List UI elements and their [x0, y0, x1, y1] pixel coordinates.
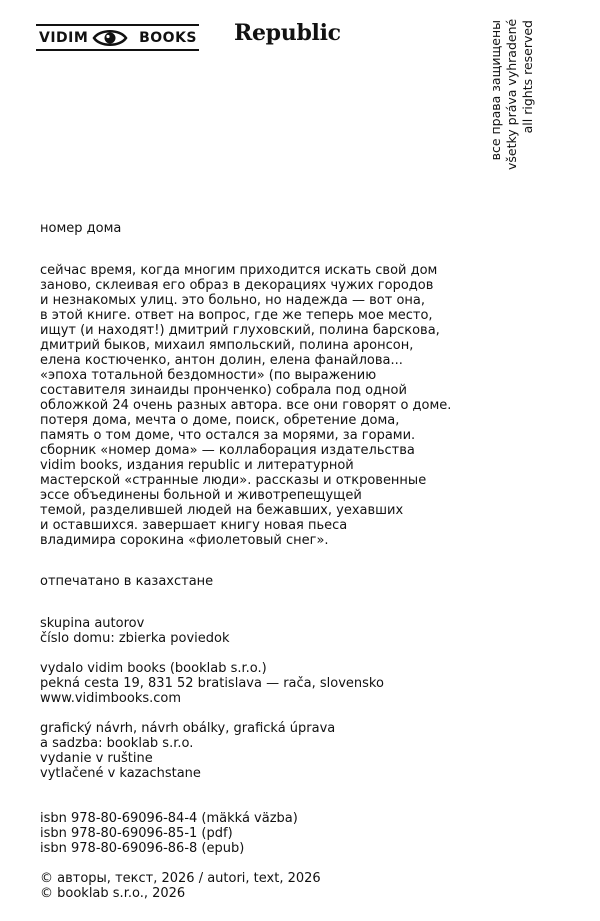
description-line: и незнакомых улиц. это больно, но надежда — вот она,	[40, 293, 426, 308]
description-line: и оставшихся. завершает книгу новая пьеса	[40, 518, 348, 533]
imprint-authors-line: skupina autorov	[40, 616, 145, 631]
rights-line-en: all rights reserved	[520, 20, 535, 134]
imprint-authors-line: číslo domu: zbierka poviedok	[40, 631, 230, 646]
description-line: составителя зинаиды пронченко) собрала под одной	[40, 383, 407, 398]
description-line: владимира сорокина «фиолетовый снег».	[40, 533, 329, 548]
imprint-block	[40, 616, 384, 901]
description-line: обложкой 24 очень разных автора. все они говорят о доме.	[40, 398, 452, 413]
book-title: номер дома	[40, 221, 122, 236]
eye-icon	[92, 27, 128, 49]
description-line: vidim books, издания republic и литературной	[40, 458, 354, 473]
vidim-logo-word-left: VIDIM	[39, 29, 89, 46]
copyright-line: © авторы, текст, 2026 / autori, text, 2026	[40, 871, 321, 886]
description-line: темой, разделившей людей на бежавших, уехавших	[40, 503, 404, 518]
imprint-design-line: vydanie v ruštine	[40, 751, 153, 766]
imprint-publisher-line: vydalo vidim books (booklab s.r.o.)	[40, 661, 267, 676]
description-line: сейчас время, когда многим приходится искать свой дом	[40, 263, 438, 278]
description-line: ищут (и находят!) дмитрий глуховский, полина барскова,	[40, 323, 440, 338]
publisher-website: www.vidimbooks.com	[40, 691, 182, 706]
isbn-line: isbn 978-80-69096-85-1 (pdf)	[40, 826, 233, 841]
isbn-line: isbn 978-80-69096-84-4 (mäkká väzba)	[40, 811, 298, 826]
description-line: память о том доме, что остался за морями, за горами.	[40, 428, 416, 443]
description-line: сборник «номер дома» — коллаборация издательства	[40, 443, 415, 458]
book-description	[40, 263, 451, 548]
description-line: потеря дома, мечта о доме, поиск, обретение дома,	[40, 413, 400, 428]
imprint-design-line: a sadzba: booklab s.r.o.	[40, 736, 194, 751]
rights-line-ru: все права защищены	[488, 20, 503, 161]
description-line: дмитрий быков, михаил ямпольский, полина аронсон,	[40, 338, 414, 353]
imprint-publisher-line: pekná cesta 19, 831 52 bratislava — rača, slovensko	[40, 676, 384, 691]
printed-in: отпечатано в казахстане	[40, 574, 214, 589]
description-line: елена костюченко, антон долин, елена фанайлова...	[40, 353, 403, 368]
isbn-line: isbn 978-80-69096-86-8 (epub)	[40, 841, 245, 856]
description-line: «эпоха тотальной бездомности» (по выражению	[40, 368, 377, 383]
description-line: эссе объединены больной и животрепещущей	[40, 488, 362, 503]
description-line: в этой книге. ответ на вопрос, где же теперь мое место,	[40, 308, 433, 323]
vidim-books-logo	[36, 24, 199, 51]
rights-line-sk: všetky práva vyhradené	[504, 18, 519, 170]
republic-logo: Republic	[234, 20, 341, 46]
description-line: мастерской «странные люди». рассказы и откровенные	[40, 473, 427, 488]
description-line: заново, склеивая его образ в декорациях чужих городов	[40, 278, 434, 293]
imprint-design-line: vytlačené v kazachstane	[40, 766, 201, 781]
imprint-design-line: grafický návrh, návrh obálky, grafická úprava	[40, 721, 336, 736]
rights-notice	[488, 20, 538, 170]
vidim-logo-word-right: BOOKS	[139, 29, 197, 46]
copyright-line: © booklab s.r.o., 2026	[40, 886, 186, 901]
